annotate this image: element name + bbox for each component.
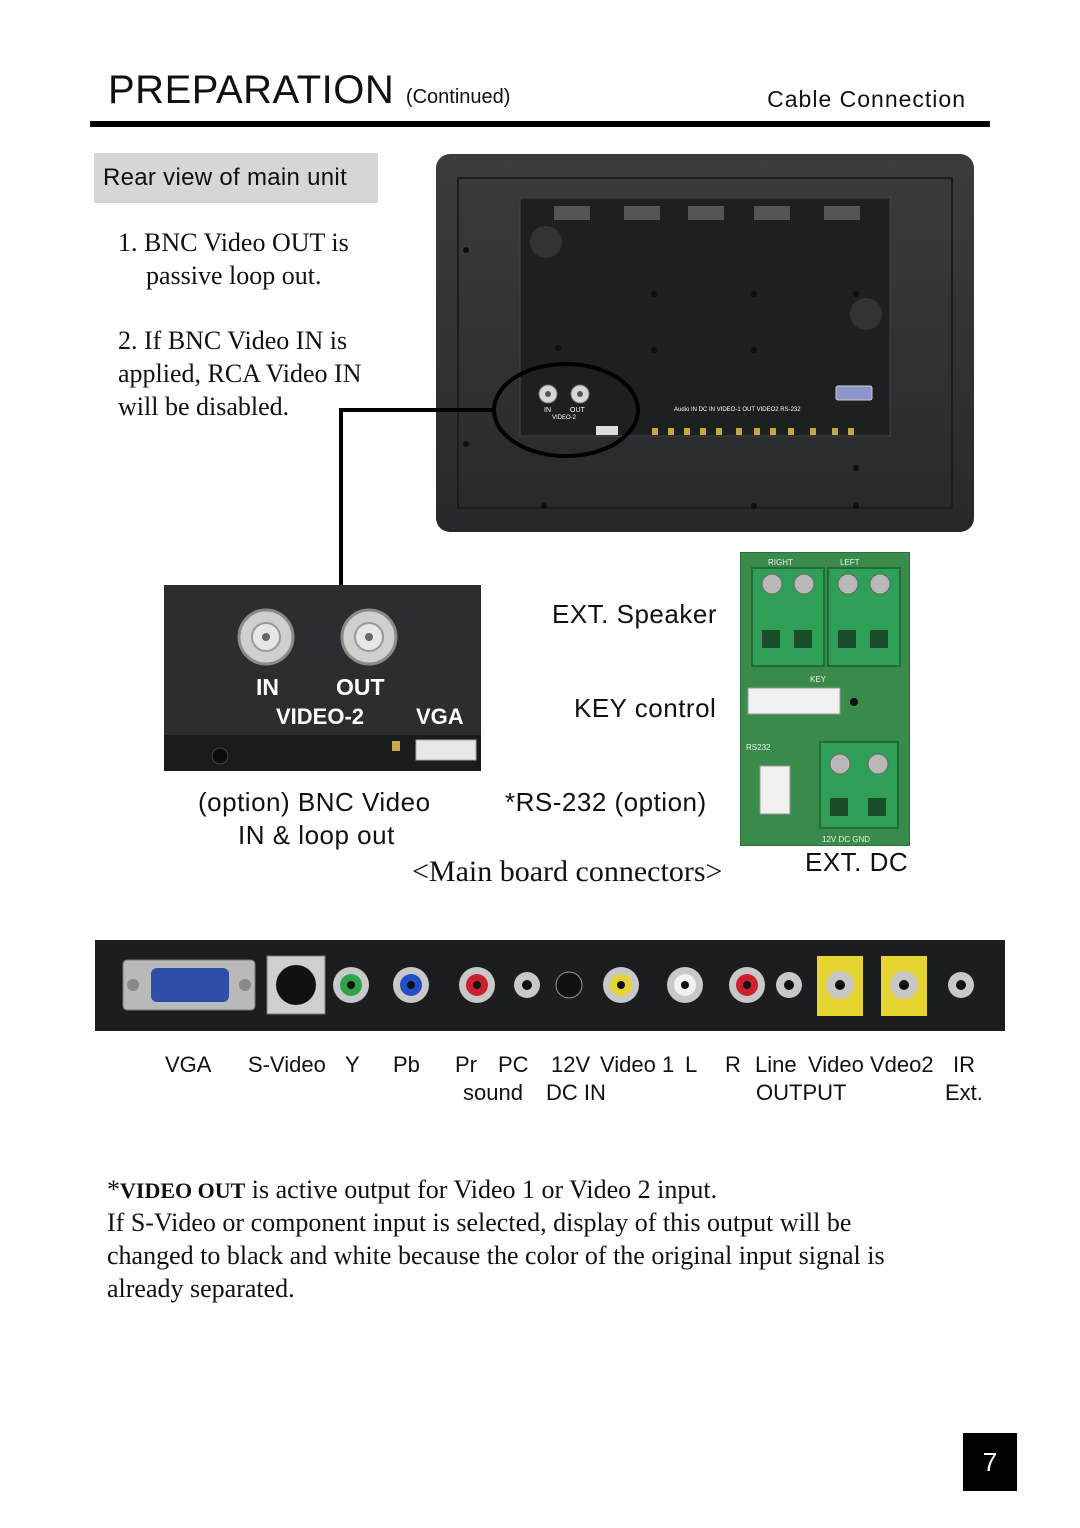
footnote-star: *	[107, 1175, 120, 1204]
conn-label-video: Video	[808, 1052, 864, 1077]
bnc-closeup-photo	[164, 585, 481, 771]
title-suffix: (Continued)	[405, 86, 511, 108]
conn-label-vga: VGA	[165, 1052, 212, 1077]
main-board-caption: <Main board connectors>	[412, 855, 723, 888]
page-number: 7	[963, 1433, 1017, 1491]
closeup-vga-label: VGA	[416, 704, 464, 729]
note-2-line-3: will be disabled.	[118, 392, 290, 421]
key-control-label: KEY control	[574, 693, 717, 723]
main-board-photo	[740, 552, 910, 846]
conn-label-sound: sound	[463, 1080, 523, 1105]
ext-dc-label: EXT. DC	[805, 847, 909, 877]
pcb-dc-label: 12V DC GND	[822, 835, 871, 844]
conn-label-pb: Pb	[393, 1052, 420, 1077]
pcb-left-label: LEFT	[840, 558, 860, 567]
bnc-caption-line-2: IN & loop out	[238, 820, 395, 850]
conn-label-video1: Video 1	[600, 1052, 675, 1077]
title-main: PREPARATION	[108, 68, 395, 112]
svg-text:IN: IN	[544, 407, 551, 414]
footnote-line-3: changed to black and white because the color of the original input signal is	[107, 1241, 885, 1270]
conn-label-vdeo2: Vdeo2	[870, 1052, 934, 1077]
footnote-line-2: If S-Video or component input is selected, display of this output will be	[107, 1208, 852, 1237]
conn-label-svideo: S-Video	[248, 1052, 326, 1077]
closeup-video2-label: VIDEO-2	[276, 704, 365, 729]
bnc-caption-line-1: (option) BNC Video	[198, 787, 431, 817]
footnote-bold-term: VIDEO OUT	[120, 1178, 246, 1203]
note-1-line-1: 1. BNC Video OUT is	[118, 228, 349, 257]
svg-text:OUT: OUT	[570, 407, 585, 414]
ext-speaker-label: EXT. Speaker	[552, 599, 717, 629]
rear-view-photo	[436, 154, 974, 532]
callout-line-horizontal	[340, 408, 494, 412]
conn-label-output: OUTPUT	[756, 1080, 847, 1105]
rear-photo-labels-row1: Audio IN DC IN VIDEO-1 OUT VIDEO2 RS-232	[674, 407, 801, 413]
rear-photo-video2-label: VIDEO-2	[552, 415, 577, 421]
footnote-line-4: already separated.	[107, 1274, 295, 1303]
conn-label-pr: Pr	[455, 1052, 477, 1077]
header-rule	[90, 121, 990, 127]
callout-line-vertical	[339, 408, 343, 586]
conn-label-l: L	[685, 1052, 698, 1077]
note-2-line-2: applied, RCA Video IN	[118, 359, 362, 388]
conn-label-line: Line	[755, 1052, 797, 1077]
page-title	[108, 68, 510, 113]
connector-strip-photo	[95, 940, 1005, 1031]
conn-label-r: R	[725, 1052, 741, 1077]
closeup-in-label: IN	[256, 674, 279, 700]
closeup-out-label: OUT	[336, 674, 385, 700]
note-2-line-1: 2. If BNC Video IN is	[118, 326, 348, 355]
conn-label-pc: PC	[498, 1052, 529, 1077]
pcb-key-label: KEY	[810, 675, 827, 684]
footnote-line-1	[107, 1173, 717, 1207]
conn-label-dc-in: DC IN	[546, 1080, 606, 1105]
conn-label-ir: IR	[953, 1052, 975, 1077]
section-title: Cable Connection	[767, 86, 966, 112]
pcb-right-label: RIGHT	[768, 558, 793, 567]
pcb-rs232-label: RS232	[746, 743, 771, 752]
note-1-line-2: passive loop out.	[146, 261, 322, 290]
conn-label-ext: Ext.	[945, 1080, 983, 1105]
conn-label-y: Y	[345, 1052, 360, 1077]
rear-view-label: Rear view of main unit	[94, 153, 378, 203]
rs232-label: *RS-232 (option)	[505, 787, 707, 817]
footnote-line-1-text: is active output for Video 1 or Video 2 input.	[245, 1175, 718, 1204]
conn-label-12v: 12V	[551, 1052, 591, 1077]
